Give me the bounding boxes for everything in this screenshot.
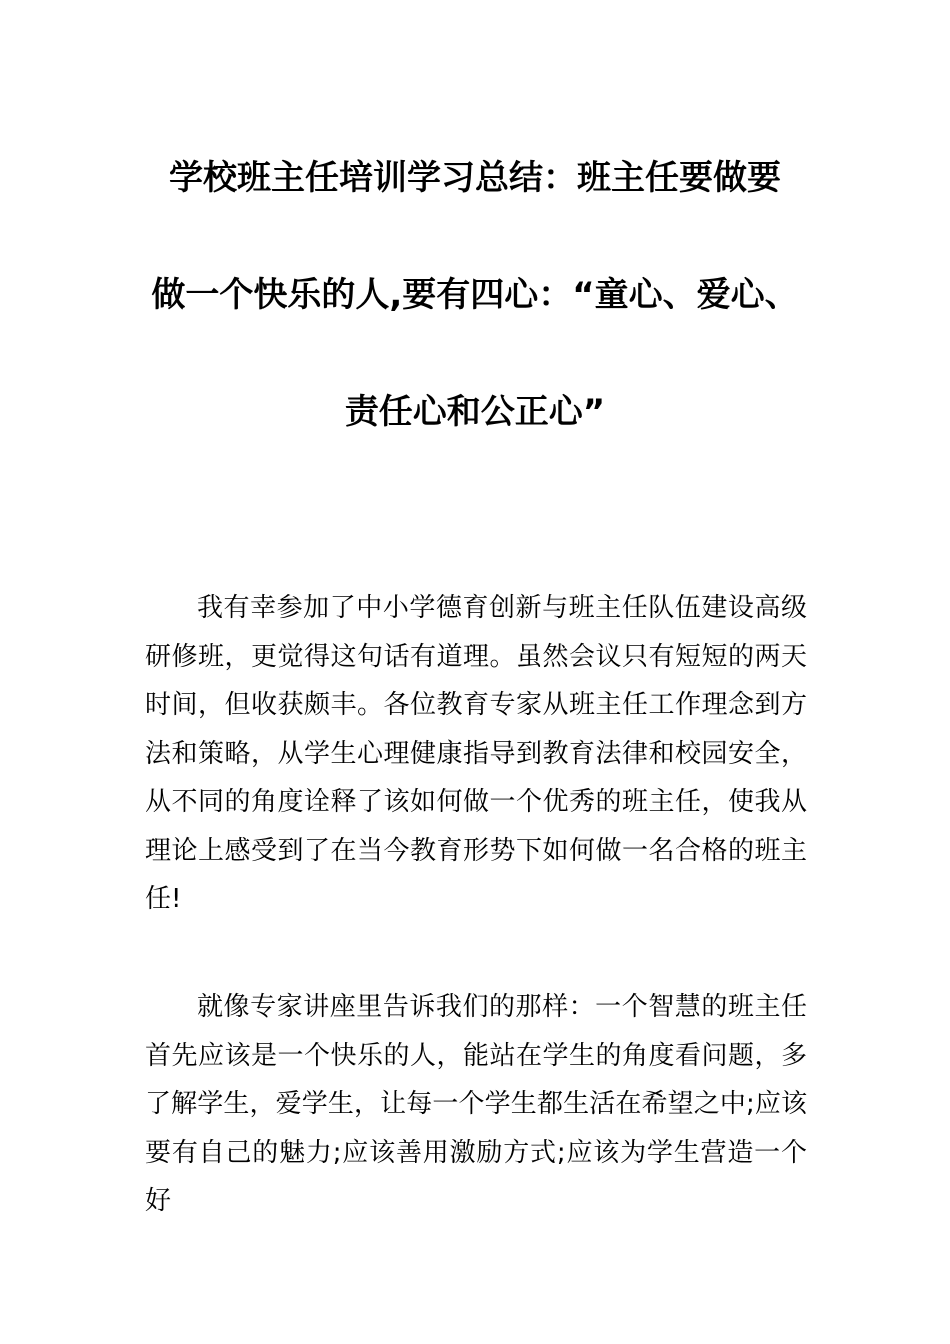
paragraph-2: 就像专家讲座里告诉我们的那样：一个智慧的班主任首先应该是一个快乐的人，能站在学生的角度看问题，多了解学生，爱学生，让每一个学生都生活在希望之中;应该要有自己的魅力;应该善用激励方式;应该为学生营造一个好 (145, 992, 807, 1216)
title-line-2: 做一个快乐的人,要有四心：“童心、爱心、 (151, 275, 799, 315)
document-title (130, 148, 820, 499)
title-line-1: 学校班主任培训学习总结：班主任要做要 (169, 158, 781, 198)
paragraph-1: 我有幸参加了中小学德育创新与班主任队伍建设高级研修班，更觉得这句话有道理。虽然会议只有短短的两天时间，但收获颇丰。各位教育专家从班主任工作理念到方法和策略，从学生心理健康指导到教育法律和校园安全，从不同的角度诠释了该如何做一个优秀的班主任，使我从理论上感受到了在当今教育形势下如何做一名合格的班主任! (145, 593, 807, 914)
title-line-3: 责任心和公正心” (344, 392, 606, 432)
